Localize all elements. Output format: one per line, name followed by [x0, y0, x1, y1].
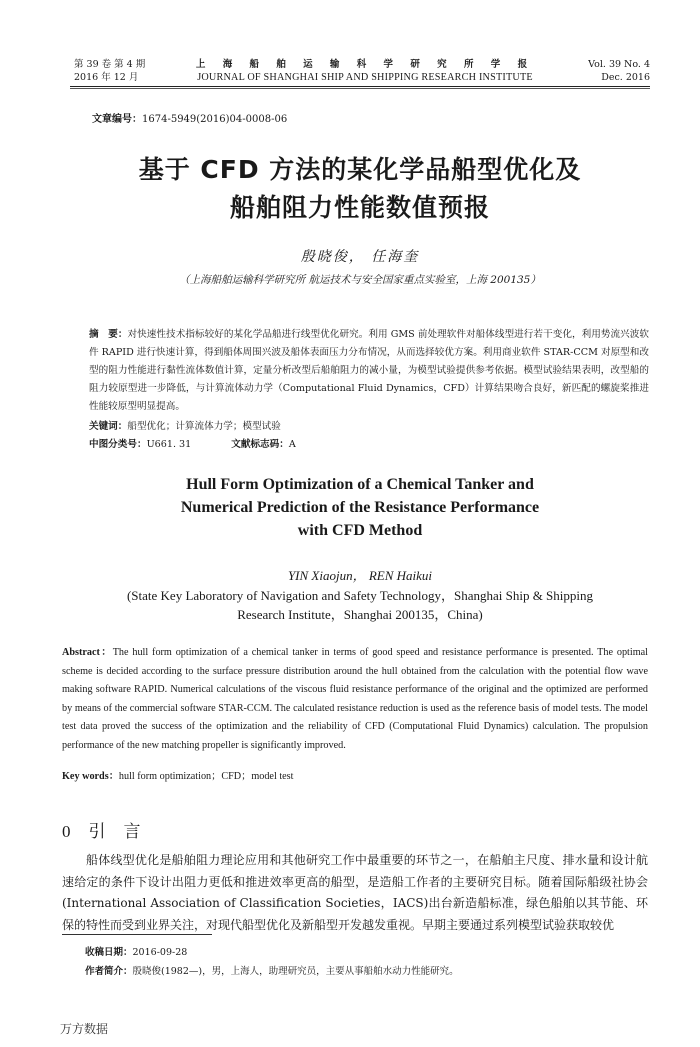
- abstract-cn-text: 对快速性技术指标较好的某化学品船进行线型优化研究。利用 GMS 前处理软件对船体线型进行若干变化，利用势流兴波软件 RAPID 进行快速计算，得到船体周围兴波及船体表面压力分布情况，从而选择较优方案。利用商业软件 STAR-CCM 对原型和改型的阻力性能进行黏性流体数值计算，定量分析改型后船舶阻力的减小量，为模型试验提供参考依据。模型试验结果表明，改型船的阻力较原型进一步降低，与计算流体动力学（Computational Fluid Dynamics，CFD）计算结果吻合良好，新匹配的螺旋桨推进性能较原型明显提高。: [89, 329, 649, 412]
- received-value: 2016-09-28: [132, 947, 188, 958]
- section-number: 0: [62, 822, 71, 841]
- authors-en: YIN Xiaojun， REN Haikui: [287, 568, 433, 583]
- keywords-cn-label: 关键词：: [89, 421, 128, 432]
- header-date-cn: 2016 年 12 月: [74, 72, 139, 83]
- author-bio-value: 殷晓俊(1982—)，男，上海人，助理研究员，主要从事船舶水动力性能研究。: [132, 966, 459, 977]
- keywords-cn: [89, 418, 281, 432]
- title-en-line2: Numerical Prediction of the Resistance Performance: [180, 499, 540, 516]
- abstract-en-label: Abstract：: [62, 647, 113, 658]
- header-vol-issue-cn: 第 39 卷 第 4 期: [74, 59, 146, 70]
- header-date-en: Dec. 2016: [601, 72, 650, 83]
- abstract-cn: [89, 326, 649, 416]
- title-cn-line2: 船舶阻力性能数值预报: [229, 193, 490, 222]
- header-volume-en: [588, 58, 650, 84]
- header-rule-thin: [70, 88, 650, 89]
- journal-title-cn: 上 海 船 舶 运 输 科 学 研 究 所 学 报: [195, 59, 535, 70]
- clc-value: U661. 31: [146, 439, 192, 450]
- doc-code-label: 文献标志码：: [231, 439, 289, 450]
- footnote-rule: [62, 934, 212, 935]
- title-en-line1: Hull Form Optimization of a Chemical Tanker and: [186, 476, 534, 493]
- affiliation-en-line2: Research Institute，Shanghai 200135，China): [237, 607, 483, 622]
- received-label: 收稿日期：: [85, 947, 133, 958]
- keywords-en: [62, 767, 293, 782]
- doc-code-value: A: [288, 439, 296, 450]
- header-volume-cn: [74, 58, 145, 84]
- abstract-en: [62, 644, 648, 756]
- header-vol-issue-en: Vol. 39 No. 4: [588, 59, 650, 70]
- section-title: 引言: [88, 822, 159, 842]
- abstract-cn-label: 摘 要：: [89, 329, 128, 340]
- abstract-en-text: The hull form optimization of a chemical tanker in terms of good speed and resistance performance is presented. The optimal scheme is decided according to the surface pressure distribution around the hull obtained from the calculation with the potential flow wave making software RAPID. Numerical calculations of the viscous fluid resistance performance of the original and the optimized are performed by means of the commercial software STAR-CCM. The calculated resistance reduction is used as the reference basis of model tests. The model test data proved the success of the optimization and the reliability of CFD (Computational Fluid Dynamics) calculation. The propulsion performance of the new matching propeller is significantly improved.: [62, 647, 648, 751]
- keywords-cn-text: 船型优化；计算流体力学；模型试验: [127, 421, 281, 432]
- classification-cn: [89, 436, 296, 450]
- footnote-received: [85, 944, 187, 958]
- title-en-line3: with CFD Method: [297, 522, 423, 539]
- section-heading: [62, 817, 159, 842]
- clc-label: 中图分类号：: [89, 439, 147, 450]
- article-number-label: 文章编号：: [92, 114, 142, 125]
- body-paragraph: 船体线型优化是船舶阻力理论应用和其他研究工作中最重要的环节之一，在船舶主尺度、排水量和设计航速给定的条件下设计出阻力更低和推进效率更高的船型，是造船工作者的主要研究目标。随着国际船级社协会(International Association of Classification Societies，IACS)出台新造船标准，绿色船舶以其节能、环保的特性而受到业界关注，对现代船型优化及新船型开发越发重视。早期主要通过系列模型试验获取较优: [62, 853, 648, 932]
- keywords-en-text: hull form optimization；CFD；model test: [118, 771, 294, 782]
- watermark: 万方数据: [60, 1022, 109, 1036]
- affiliation-cn: （上海船舶运输科学研究所 航运技术与安全国家重点实验室，上海 200135）: [179, 274, 541, 286]
- affiliation-en-line1: (State Key Laboratory of Navigation and Safety Technology，Shanghai Ship & Shipping: [126, 588, 594, 603]
- header-journal: [170, 58, 560, 84]
- author-bio-label: 作者简介：: [85, 966, 133, 977]
- footnote-author: [85, 963, 459, 977]
- article-number-value: 1674-5949(2016)04-0008-06: [142, 114, 288, 125]
- authors-cn: 殷晓俊， 任海奎: [300, 249, 420, 265]
- header-rule: [70, 86, 650, 87]
- journal-title-en: JOURNAL OF SHANGHAI SHIP AND SHIPPING RESEARCH INSTITUTE: [197, 72, 533, 83]
- article-number: [92, 110, 287, 125]
- keywords-en-label: Key words：: [62, 771, 119, 782]
- body-text: [62, 850, 648, 936]
- title-cn-line1: 基于 CFD 方法的某化学品船型优化及: [138, 155, 582, 184]
